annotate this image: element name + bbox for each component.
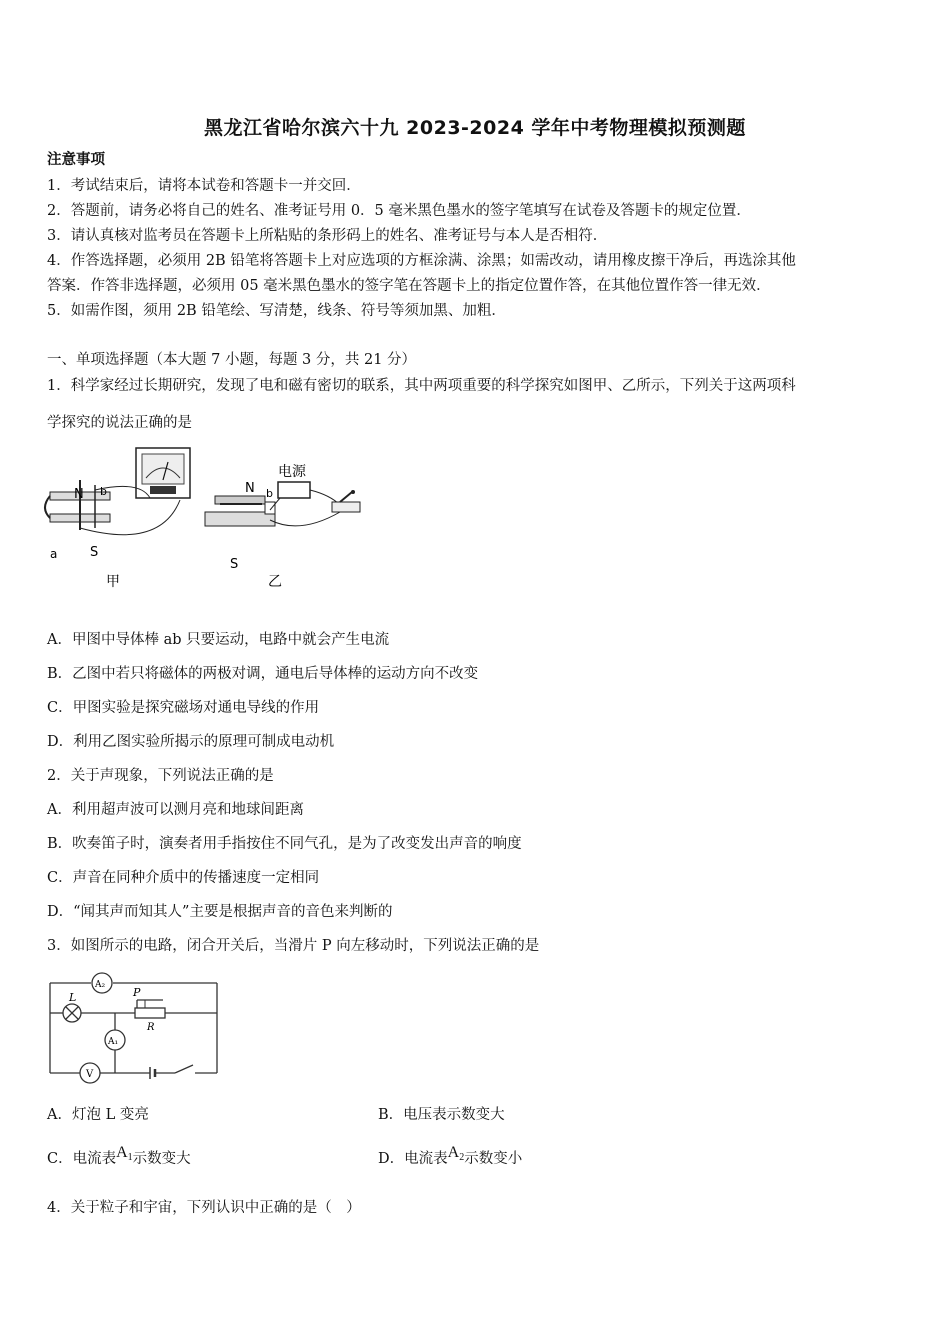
q2-option-c: C．声音在同种介质中的传播速度一定相同 [47, 870, 320, 886]
circuit-label-l: L [69, 991, 77, 1004]
q3-option-c [47, 1144, 191, 1170]
section-heading: 一、单项选择题（本大题 7 小题，每题 3 分，共 21 分） [47, 352, 417, 368]
q1-option-c: C．甲图实验是探究磁场对通电导线的作用 [47, 700, 320, 716]
q4-stem: 4．关于粒子和宇宙，下列认识中正确的是（ ） [47, 1200, 361, 1216]
q1-stem-line2: 学探究的说法正确的是 [47, 415, 192, 431]
q2-option-b: B．吹奏笛子时，演奏者用手指按住不同气孔，是为了改变发出声音的响度 [47, 836, 522, 852]
page-title: 黑龙江省哈尔滨六十九 2023-2024 学年中考物理模拟预测题 [204, 117, 746, 139]
notice-item-1: 1．考试结束后，请将本试卷和答题卡一并交回． [47, 178, 361, 194]
q2-option-a: A．利用超声波可以测月亮和地球间距离 [47, 802, 304, 818]
q3-option-c-suffix: 示数变大 [132, 1151, 191, 1167]
fig-label-power: 电源 [278, 464, 306, 480]
q1-option-d: D．利用乙图实验所揭示的原理可制成电动机 [47, 734, 335, 750]
fig-label-s2: S [230, 557, 239, 572]
circuit-label-a2: A₂ [95, 980, 106, 990]
q1-option-a: A．甲图中导体棒 ab 只要运动，电路中就会产生电流 [47, 632, 390, 648]
q2-stem: 2．关于声现象，下列说法正确的是 [47, 768, 274, 784]
notice-item-4: 4．作答选择题，必须用 2B 铅笔将答题卡上对应选项的方框涂满、涂黑；如需改动，请用橡皮擦干净后，再选涂其他 [47, 253, 796, 269]
fig-label-b1: b [100, 485, 107, 498]
fig-label-b2: b [266, 487, 273, 500]
fig-label-jia: 甲 [106, 574, 120, 590]
q3-option-b: B．电压表示数变大 [378, 1107, 505, 1123]
notice-item-3: 3．请认真核对监考员在答题卡上所粘贴的条形码上的姓名、准考证号与本人是否相符． [47, 228, 608, 244]
notice-item-5: 5．如需作图，须用 2B 铅笔绘、写清楚，线条、符号等须加黑、加粗． [47, 303, 506, 319]
fig-label-s1: S [90, 545, 99, 560]
notice-item-4-cont: 答案．作答非选择题，必须用 05 毫米黑色墨水的签字笔在答题卡上的指定位置作答，在其他位置作答一律无效． [47, 278, 771, 294]
q1-stem-line1: 1．科学家经过长期研究，发现了电和磁有密切的联系，其中两项重要的科学探究如图甲、乙所示，下列关于这两项科 [47, 378, 796, 394]
circuit-label-a1: A₁ [108, 1037, 119, 1047]
q2-option-d: D．“闻其声而知其人”主要是根据声音的音色来判断的 [47, 904, 393, 920]
q1-option-b: B．乙图中若只将磁体的两极对调，通电后导体棒的运动方向不改变 [47, 666, 479, 682]
q3-option-d [378, 1144, 523, 1170]
fig-label-n2: N [245, 481, 255, 496]
notice-item-2: 2．答题前，请务必将自己的姓名、准考证号用 0．5 毫米黑色墨水的签字笔填写在试卷及答题卡的规定位置． [47, 203, 751, 219]
q3-stem: 3．如图所示的电路，闭合开关后，当滑片 P 向左移动时，下列说法正确的是 [47, 938, 540, 954]
q3-circuit-figure [45, 968, 225, 1088]
fig-label-yi: 乙 [268, 574, 282, 590]
fig-label-a1: a [50, 547, 58, 561]
ammeter-a2-symbol: A2 [447, 1144, 465, 1163]
fig-label-n1: N [74, 487, 84, 502]
q3-option-a: A．灯泡 L 变亮 [47, 1107, 149, 1123]
notice-heading: 注意事项 [47, 152, 105, 168]
circuit-label-v: V [86, 1069, 94, 1080]
circuit-label-r: R [147, 1022, 155, 1033]
circuit-label-p: P [133, 986, 141, 999]
q1-figure [40, 440, 380, 600]
q3-option-d-prefix: D．电流表 [378, 1151, 448, 1167]
q3-option-d-suffix: 示数变小 [464, 1151, 523, 1167]
q3-option-c-prefix: C．电流表 [47, 1151, 117, 1167]
ammeter-a1-symbol: A1 [116, 1144, 133, 1163]
